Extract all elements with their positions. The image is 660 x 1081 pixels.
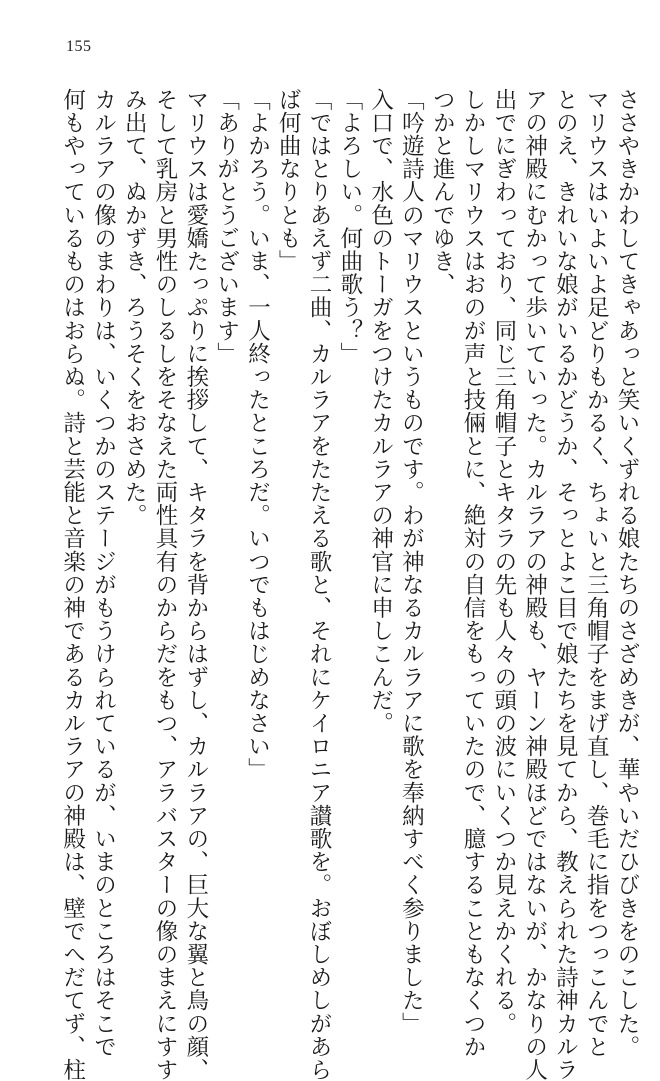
text-line: マリウスは愛嬌たっぷりに挨拶して、キタラを背からはずし、カルラアの、巨大な翼と鳥の顔、 [182,88,209,1081]
text-line: 「よろしい。何曲歌う？」 [336,88,363,366]
text-line: ささやきかわしてきゃあっと笑いくずれる娘たちのさざめきが、華やいだひびきをのこした。 [614,88,640,1059]
text-line: 入口で、水色のトーガをつけたカルラアの神官に申しこんだ。 [367,88,394,735]
text-line: 「ではとりあえず二曲、カルラアをたたえる歌と、それにケイロニア讃歌を。おぼしめしがあら [306,88,333,1081]
text-line: アの神殿にむかって歩いていった。カルラアの神殿も、ヤーン神殿ほどではないが、かなりの人 [521,88,548,1081]
body-text [42,88,642,1081]
text-line: カルラアの像のまわりは、いくつかのステージがもうけられているが、いまのところはそこで [90,88,117,1059]
text-line: つかと進んでゆき、 [429,88,456,296]
text-line: 何もやっているものはおらぬ。詩と芸能と音楽の神であるカルラアの神殿は、壁でへだてず、柱 [59,88,86,1081]
text-line: ば何曲なりとも」 [275,88,302,273]
text-line: 「ありがとうございます」 [213,88,240,366]
text-line: しかしマリウスはおのが声と技倆とに、絶対の自信をもっていたので、臆することもなくつか [460,88,487,1059]
text-line: 「よかろう。いま、一人終ったところだ。いつでもはじめなさい」 [244,88,271,781]
text-line: とのえ、きれいな娘がいるかどうか、そっとよこ目で娘たちを見てから、教えられた詩神カルラ [552,88,579,1081]
text-line: そして乳房と男性のしるしをそなえた両性具有のからだをもつ、アラバスターの像のまえにすす [152,88,179,1081]
text-line: み出て、ぬかずき、ろうそくをおさめた。 [121,88,148,527]
text-line: マリウスはいよいよ足どりもかるく、ちょいと三角帽子をまげ直し、巻毛に指をつっこんでと [583,88,610,1059]
text-line: 「吟遊詩人のマリウスというものです。わが神なるカルラアに歌を奉納すべく参りました」 [398,88,425,1036]
text-line: 出でにぎわっており、同じ三角帽子とキタラの先も人々の頭の波にいくつか見えかくれる。 [490,88,517,1036]
page-number: 155 [66,38,92,55]
